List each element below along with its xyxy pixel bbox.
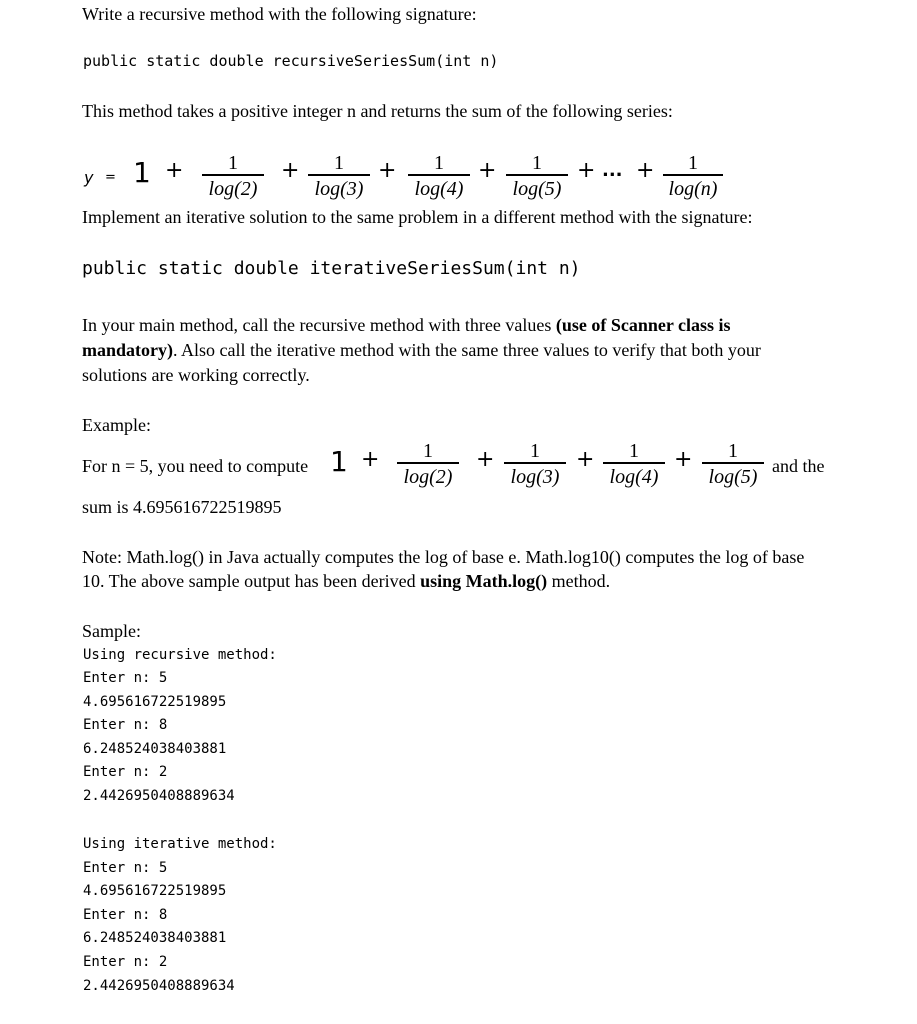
fraction	[603, 441, 665, 488]
formula-ellipsis: ...	[602, 160, 623, 181]
output-line: Enter n: 2	[83, 764, 168, 780]
formula-plus: +	[281, 158, 300, 183]
formula-plus: +	[577, 158, 596, 183]
output-line: 2.4426950408889634	[83, 788, 235, 804]
fraction	[408, 153, 470, 200]
fraction-denominator: log(2)	[403, 465, 453, 488]
formula-one: 1	[330, 445, 348, 478]
formula-equals: =	[105, 170, 116, 185]
formula-plus: +	[476, 447, 495, 472]
output-line: Enter n: 5	[83, 860, 168, 876]
output-line: Enter n: 2	[83, 954, 168, 970]
description-text: This method takes a positive integer n and returns the sum of the following series:	[82, 101, 673, 121]
formula-plus: +	[165, 158, 184, 183]
main-para-bold: (use of Scanner class is	[555, 315, 731, 335]
formula-plus: +	[378, 158, 397, 183]
note-text: method.	[547, 571, 611, 591]
formula-y: y	[84, 168, 94, 187]
fraction-numerator: 1	[334, 152, 344, 174]
intro-text: Write a recursive method with the following signature:	[82, 4, 477, 24]
fraction-numerator: 1	[228, 152, 238, 174]
fraction-numerator: 1	[688, 152, 698, 174]
main-para-line1	[82, 315, 731, 336]
main-para-text: . Also call the iterative method with the same three values to verify that both your	[173, 340, 761, 360]
fraction-denominator: log(3)	[510, 465, 560, 488]
formula-plus: +	[361, 447, 380, 472]
note-line1: Note: Math.log() in Java actually computes the log of base e. Math.log10() computes the log of base	[82, 547, 805, 567]
fraction	[663, 153, 723, 200]
output-line: Enter n: 8	[83, 907, 168, 923]
recursive-signature: public static double recursiveSeriesSum(int n)	[83, 52, 499, 70]
output-line: Using iterative method:	[83, 836, 277, 852]
iterative-signature: public static double iterativeSeriesSum(int n)	[82, 258, 581, 279]
sample-label: Sample:	[82, 621, 141, 641]
output-line: 6.248524038403881	[83, 930, 227, 946]
fraction-denominator: log(5)	[512, 177, 562, 200]
main-para-line2	[82, 340, 761, 361]
output-line: 4.695616722519895	[83, 694, 227, 710]
main-para-text: In your main method, call the recursive method with three values	[82, 315, 556, 335]
formula-plus: +	[478, 158, 497, 183]
note-text: 10. The above sample output has been derived	[82, 571, 421, 591]
note-bold: using Math.log()	[420, 571, 548, 591]
output-line: 6.248524038403881	[83, 741, 227, 757]
fraction-numerator: 1	[532, 152, 542, 174]
formula-plus: +	[636, 158, 655, 183]
fraction-numerator: 1	[423, 440, 433, 462]
fraction	[202, 153, 264, 200]
fraction	[397, 441, 459, 488]
fraction	[702, 441, 764, 488]
sum-text: sum is 4.695616722519895	[82, 497, 282, 517]
fraction	[506, 153, 568, 200]
example-label: Example:	[82, 415, 151, 435]
output-line: 4.695616722519895	[83, 883, 227, 899]
fraction	[308, 153, 370, 200]
main-para-line3: solutions are working correctly.	[82, 365, 310, 385]
formula-plus: +	[674, 447, 693, 472]
fraction-denominator: log(4)	[609, 465, 659, 488]
fraction-denominator: log(4)	[414, 177, 464, 200]
example-suffix: and the	[772, 456, 825, 476]
formula-one: 1	[133, 156, 151, 189]
example-prefix: For n = 5, you need to compute	[82, 456, 309, 476]
output-line: Enter n: 5	[83, 670, 168, 686]
fraction	[504, 441, 566, 488]
fraction-numerator: 1	[434, 152, 444, 174]
note-line2	[82, 571, 610, 592]
fraction-denominator: log(3)	[314, 177, 364, 200]
fraction-numerator: 1	[629, 440, 639, 462]
fraction-numerator: 1	[728, 440, 738, 462]
fraction-denominator: log(2)	[208, 177, 258, 200]
output-line: Enter n: 8	[83, 717, 168, 733]
output-line: Using recursive method:	[83, 647, 277, 663]
implement-text: Implement an iterative solution to the same problem in a different method with the signature:	[82, 207, 753, 227]
output-line: 2.4426950408889634	[83, 978, 235, 994]
main-para-bold: mandatory)	[82, 340, 173, 360]
fraction-numerator: 1	[530, 440, 540, 462]
fraction-denominator: log(n)	[668, 177, 718, 200]
fraction-denominator: log(5)	[708, 465, 758, 488]
formula-plus: +	[576, 447, 595, 472]
